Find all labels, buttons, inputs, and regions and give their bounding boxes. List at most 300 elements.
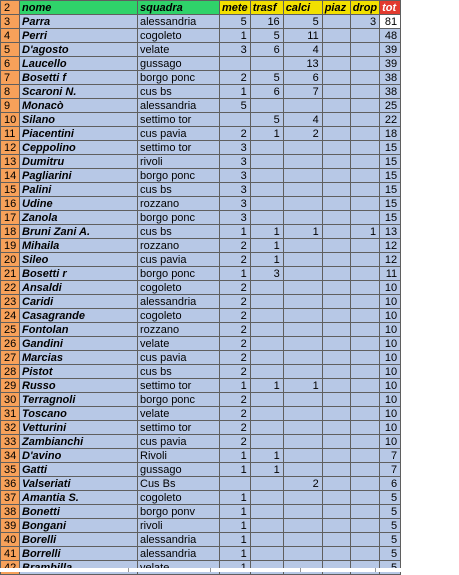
- cell-tot[interactable]: 12: [380, 253, 401, 267]
- row-number[interactable]: 28: [1, 365, 20, 379]
- cell-tot[interactable]: 38: [380, 85, 401, 99]
- row-number[interactable]: 26: [1, 337, 20, 351]
- cell-squadra[interactable]: cus pavia: [138, 351, 220, 365]
- cell-mete[interactable]: 2: [220, 351, 251, 365]
- cell-nome[interactable]: Bosetti f: [20, 71, 138, 85]
- cell-drop[interactable]: [350, 449, 379, 463]
- row-number[interactable]: 31: [1, 407, 20, 421]
- cell-tot[interactable]: 11: [380, 267, 401, 281]
- row-number[interactable]: 12: [1, 141, 20, 155]
- cell-nome[interactable]: Silano: [20, 113, 138, 127]
- cell-tot[interactable]: 15: [380, 141, 401, 155]
- cell-nome[interactable]: Parra: [20, 15, 138, 29]
- cell-trasf[interactable]: [250, 421, 283, 435]
- cell-mete[interactable]: 2: [220, 393, 251, 407]
- cell-nome[interactable]: Valseriati: [20, 477, 138, 491]
- cell-trasf[interactable]: [250, 393, 283, 407]
- cell-piaz[interactable]: [322, 407, 350, 421]
- cell-calci[interactable]: [283, 491, 322, 505]
- cell-piaz[interactable]: [322, 239, 350, 253]
- cell-squadra[interactable]: alessandria: [138, 99, 220, 113]
- cell-calci[interactable]: [283, 239, 322, 253]
- cell-piaz[interactable]: [322, 141, 350, 155]
- cell-squadra[interactable]: gussago: [138, 57, 220, 71]
- cell-trasf[interactable]: 5: [250, 113, 283, 127]
- cell-calci[interactable]: 4: [283, 113, 322, 127]
- cell-drop[interactable]: [350, 183, 379, 197]
- cell-tot[interactable]: 5: [380, 547, 401, 561]
- cell-nome[interactable]: Casagrande: [20, 309, 138, 323]
- cell-mete[interactable]: 2: [220, 421, 251, 435]
- cell-drop[interactable]: [350, 519, 379, 533]
- cell-squadra[interactable]: alessandria: [138, 533, 220, 547]
- cell-tot[interactable]: 39: [380, 43, 401, 57]
- cell-piaz[interactable]: [322, 477, 350, 491]
- header-nome[interactable]: nome: [20, 1, 138, 15]
- cell-calci[interactable]: 11: [283, 29, 322, 43]
- cell-drop[interactable]: 3: [350, 15, 379, 29]
- cell-piaz[interactable]: [322, 29, 350, 43]
- row-number[interactable]: 10: [1, 113, 20, 127]
- cell-piaz[interactable]: [322, 155, 350, 169]
- cell-trasf[interactable]: 1: [250, 463, 283, 477]
- cell-calci[interactable]: [283, 463, 322, 477]
- cell-trasf[interactable]: [250, 477, 283, 491]
- cell-trasf[interactable]: 1: [250, 379, 283, 393]
- cell-nome[interactable]: Gandini: [20, 337, 138, 351]
- cell-tot[interactable]: 22: [380, 113, 401, 127]
- cell-nome[interactable]: Laucello: [20, 57, 138, 71]
- cell-drop[interactable]: [350, 309, 379, 323]
- cell-drop[interactable]: [350, 407, 379, 421]
- cell-mete[interactable]: 2: [220, 295, 251, 309]
- cell-piaz[interactable]: [322, 547, 350, 561]
- cell-squadra[interactable]: borgo ponc: [138, 267, 220, 281]
- cell-drop[interactable]: [350, 127, 379, 141]
- cell-squadra[interactable]: cus pavia: [138, 253, 220, 267]
- cell-calci[interactable]: [283, 253, 322, 267]
- cell-drop[interactable]: [350, 379, 379, 393]
- cell-piaz[interactable]: [322, 281, 350, 295]
- cell-tot[interactable]: 10: [380, 435, 401, 449]
- cell-squadra[interactable]: borgo ponc: [138, 169, 220, 183]
- cell-calci[interactable]: 5: [283, 15, 322, 29]
- cell-drop[interactable]: [350, 393, 379, 407]
- cell-squadra[interactable]: rozzano: [138, 239, 220, 253]
- cell-mete[interactable]: 2: [220, 337, 251, 351]
- cell-drop[interactable]: [350, 295, 379, 309]
- cell-trasf[interactable]: [250, 533, 283, 547]
- row-number[interactable]: 2: [1, 1, 20, 15]
- row-number[interactable]: 15: [1, 183, 20, 197]
- cell-calci[interactable]: 6: [283, 71, 322, 85]
- cell-drop[interactable]: [350, 323, 379, 337]
- cell-squadra[interactable]: borgo ponc: [138, 71, 220, 85]
- row-number[interactable]: 11: [1, 127, 20, 141]
- cell-calci[interactable]: [283, 505, 322, 519]
- cell-drop[interactable]: [350, 491, 379, 505]
- cell-nome[interactable]: Perri: [20, 29, 138, 43]
- cell-piaz[interactable]: [322, 449, 350, 463]
- cell-mete[interactable]: 1: [220, 225, 251, 239]
- cell-nome[interactable]: Ceppolino: [20, 141, 138, 155]
- row-number[interactable]: 17: [1, 211, 20, 225]
- cell-piaz[interactable]: [322, 435, 350, 449]
- row-number[interactable]: 33: [1, 435, 20, 449]
- cell-trasf[interactable]: [250, 183, 283, 197]
- cell-tot[interactable]: 10: [380, 281, 401, 295]
- cell-tot[interactable]: 15: [380, 155, 401, 169]
- cell-squadra[interactable]: borgo ponc: [138, 393, 220, 407]
- cell-piaz[interactable]: [322, 57, 350, 71]
- cell-mete[interactable]: 2: [220, 239, 251, 253]
- cell-mete[interactable]: 1: [220, 29, 251, 43]
- cell-drop[interactable]: [350, 29, 379, 43]
- cell-piaz[interactable]: [322, 169, 350, 183]
- row-number[interactable]: 7: [1, 71, 20, 85]
- cell-mete[interactable]: 2: [220, 281, 251, 295]
- cell-nome[interactable]: Zambianchi: [20, 435, 138, 449]
- row-number[interactable]: 41: [1, 547, 20, 561]
- cell-calci[interactable]: 2: [283, 127, 322, 141]
- cell-drop[interactable]: [350, 239, 379, 253]
- row-number[interactable]: 5: [1, 43, 20, 57]
- cell-nome[interactable]: Russo: [20, 379, 138, 393]
- cell-tot[interactable]: 10: [380, 393, 401, 407]
- cell-tot[interactable]: 15: [380, 211, 401, 225]
- cell-trasf[interactable]: 5: [250, 71, 283, 85]
- cell-squadra[interactable]: cogoleto: [138, 29, 220, 43]
- cell-calci[interactable]: [283, 407, 322, 421]
- row-number[interactable]: 39: [1, 519, 20, 533]
- cell-calci[interactable]: [283, 323, 322, 337]
- cell-drop[interactable]: 1: [350, 225, 379, 239]
- cell-piaz[interactable]: [322, 113, 350, 127]
- cell-squadra[interactable]: settimo tor: [138, 113, 220, 127]
- cell-nome[interactable]: Pistot: [20, 365, 138, 379]
- cell-nome[interactable]: Amantia S.: [20, 491, 138, 505]
- cell-squadra[interactable]: settimo tor: [138, 379, 220, 393]
- cell-calci[interactable]: [283, 547, 322, 561]
- cell-squadra[interactable]: cogoleto: [138, 281, 220, 295]
- row-number[interactable]: 3: [1, 15, 20, 29]
- cell-nome[interactable]: Monacò: [20, 99, 138, 113]
- cell-tot[interactable]: 10: [380, 351, 401, 365]
- cell-piaz[interactable]: [322, 463, 350, 477]
- row-number[interactable]: 27: [1, 351, 20, 365]
- cell-trasf[interactable]: [250, 309, 283, 323]
- cell-mete[interactable]: 1: [220, 491, 251, 505]
- cell-piaz[interactable]: [322, 211, 350, 225]
- cell-calci[interactable]: [283, 155, 322, 169]
- cell-mete[interactable]: 3: [220, 183, 251, 197]
- cell-drop[interactable]: [350, 463, 379, 477]
- cell-mete[interactable]: 2: [220, 309, 251, 323]
- cell-drop[interactable]: [350, 337, 379, 351]
- row-number[interactable]: 40: [1, 533, 20, 547]
- cell-trasf[interactable]: [250, 365, 283, 379]
- cell-tot[interactable]: 5: [380, 533, 401, 547]
- cell-calci[interactable]: [283, 309, 322, 323]
- cell-trasf[interactable]: 1: [250, 127, 283, 141]
- cell-squadra[interactable]: alessandria: [138, 295, 220, 309]
- cell-tot[interactable]: 18: [380, 127, 401, 141]
- cell-trasf[interactable]: [250, 505, 283, 519]
- cell-calci[interactable]: [283, 211, 322, 225]
- cell-mete[interactable]: [220, 477, 251, 491]
- cell-piaz[interactable]: [322, 421, 350, 435]
- cell-tot[interactable]: 15: [380, 197, 401, 211]
- cell-nome[interactable]: Bonetti: [20, 505, 138, 519]
- row-number[interactable]: 4: [1, 29, 20, 43]
- cell-squadra[interactable]: cogoleto: [138, 309, 220, 323]
- cell-squadra[interactable]: alessandria: [138, 547, 220, 561]
- header-drop[interactable]: drop: [350, 1, 379, 15]
- cell-mete[interactable]: 2: [220, 435, 251, 449]
- cell-trasf[interactable]: [250, 169, 283, 183]
- cell-squadra[interactable]: rivoli: [138, 155, 220, 169]
- cell-squadra[interactable]: cus pavia: [138, 435, 220, 449]
- cell-nome[interactable]: D'agosto: [20, 43, 138, 57]
- cell-mete[interactable]: 1: [220, 267, 251, 281]
- row-number[interactable]: 13: [1, 155, 20, 169]
- cell-trasf[interactable]: [250, 435, 283, 449]
- cell-piaz[interactable]: [322, 337, 350, 351]
- cell-piaz[interactable]: [322, 309, 350, 323]
- cell-squadra[interactable]: Rivoli: [138, 449, 220, 463]
- row-number[interactable]: 25: [1, 323, 20, 337]
- cell-squadra[interactable]: cus pavia: [138, 127, 220, 141]
- cell-trasf[interactable]: [250, 491, 283, 505]
- row-number[interactable]: 29: [1, 379, 20, 393]
- cell-tot[interactable]: 5: [380, 505, 401, 519]
- cell-nome[interactable]: Bosetti r: [20, 267, 138, 281]
- cell-mete[interactable]: 3: [220, 155, 251, 169]
- cell-drop[interactable]: [350, 505, 379, 519]
- cell-tot[interactable]: 10: [380, 295, 401, 309]
- cell-tot[interactable]: 10: [380, 365, 401, 379]
- cell-piaz[interactable]: [322, 183, 350, 197]
- cell-squadra[interactable]: cus bs: [138, 225, 220, 239]
- cell-calci[interactable]: [283, 449, 322, 463]
- cell-mete[interactable]: 1: [220, 505, 251, 519]
- cell-nome[interactable]: Toscano: [20, 407, 138, 421]
- cell-calci[interactable]: [283, 183, 322, 197]
- cell-drop[interactable]: [350, 113, 379, 127]
- row-number[interactable]: 6: [1, 57, 20, 71]
- cell-calci[interactable]: [283, 267, 322, 281]
- cell-mete[interactable]: 1: [220, 85, 251, 99]
- cell-squadra[interactable]: alessandria: [138, 15, 220, 29]
- cell-drop[interactable]: [350, 99, 379, 113]
- header-tot[interactable]: tot: [380, 1, 401, 15]
- cell-tot[interactable]: 10: [380, 309, 401, 323]
- cell-tot[interactable]: 13: [380, 225, 401, 239]
- cell-calci[interactable]: [283, 393, 322, 407]
- row-number[interactable]: 20: [1, 253, 20, 267]
- row-number[interactable]: 14: [1, 169, 20, 183]
- cell-squadra[interactable]: rivoli: [138, 519, 220, 533]
- cell-squadra[interactable]: rozzano: [138, 323, 220, 337]
- header-squadra[interactable]: squadra: [138, 1, 220, 15]
- cell-trasf[interactable]: 1: [250, 253, 283, 267]
- cell-calci[interactable]: 2: [283, 477, 322, 491]
- cell-mete[interactable]: 2: [220, 323, 251, 337]
- cell-tot[interactable]: 81: [380, 15, 401, 29]
- cell-piaz[interactable]: [322, 225, 350, 239]
- cell-squadra[interactable]: velate: [138, 43, 220, 57]
- cell-trasf[interactable]: [250, 281, 283, 295]
- cell-mete[interactable]: 1: [220, 533, 251, 547]
- row-number[interactable]: 24: [1, 309, 20, 323]
- cell-mete[interactable]: 2: [220, 71, 251, 85]
- cell-drop[interactable]: [350, 253, 379, 267]
- cell-trasf[interactable]: [250, 407, 283, 421]
- cell-drop[interactable]: [350, 267, 379, 281]
- cell-mete[interactable]: 1: [220, 547, 251, 561]
- row-number[interactable]: 9: [1, 99, 20, 113]
- cell-piaz[interactable]: [322, 533, 350, 547]
- cell-piaz[interactable]: [322, 99, 350, 113]
- cell-squadra[interactable]: cus bs: [138, 365, 220, 379]
- cell-drop[interactable]: [350, 155, 379, 169]
- cell-drop[interactable]: [350, 57, 379, 71]
- cell-nome[interactable]: Sileo: [20, 253, 138, 267]
- cell-mete[interactable]: 3: [220, 211, 251, 225]
- cell-mete[interactable]: 2: [220, 407, 251, 421]
- cell-tot[interactable]: 15: [380, 183, 401, 197]
- cell-tot[interactable]: 38: [380, 71, 401, 85]
- cell-squadra[interactable]: borgo ponc: [138, 211, 220, 225]
- cell-calci[interactable]: [283, 99, 322, 113]
- cell-trasf[interactable]: [250, 155, 283, 169]
- cell-piaz[interactable]: [322, 85, 350, 99]
- cell-squadra[interactable]: cus bs: [138, 85, 220, 99]
- cell-trasf[interactable]: 6: [250, 85, 283, 99]
- cell-piaz[interactable]: [322, 197, 350, 211]
- cell-squadra[interactable]: cogoleto: [138, 491, 220, 505]
- cell-drop[interactable]: [350, 71, 379, 85]
- row-number[interactable]: 37: [1, 491, 20, 505]
- cell-tot[interactable]: 7: [380, 449, 401, 463]
- cell-tot[interactable]: 48: [380, 29, 401, 43]
- cell-piaz[interactable]: [322, 519, 350, 533]
- row-number[interactable]: 38: [1, 505, 20, 519]
- cell-trasf[interactable]: [250, 57, 283, 71]
- cell-calci[interactable]: 1: [283, 379, 322, 393]
- cell-trasf[interactable]: [250, 547, 283, 561]
- cell-calci[interactable]: 7: [283, 85, 322, 99]
- header-mete[interactable]: mete: [220, 1, 251, 15]
- cell-mete[interactable]: 1: [220, 519, 251, 533]
- cell-drop[interactable]: [350, 421, 379, 435]
- cell-squadra[interactable]: velate: [138, 407, 220, 421]
- cell-tot[interactable]: 12: [380, 239, 401, 253]
- row-number[interactable]: 35: [1, 463, 20, 477]
- cell-drop[interactable]: [350, 435, 379, 449]
- cell-mete[interactable]: 3: [220, 169, 251, 183]
- header-trasf[interactable]: trasf: [250, 1, 283, 15]
- cell-nome[interactable]: Palini: [20, 183, 138, 197]
- cell-piaz[interactable]: [322, 505, 350, 519]
- cell-tot[interactable]: 5: [380, 491, 401, 505]
- cell-squadra[interactable]: gussago: [138, 463, 220, 477]
- cell-nome[interactable]: Borelli: [20, 533, 138, 547]
- row-number[interactable]: 8: [1, 85, 20, 99]
- cell-piaz[interactable]: [322, 15, 350, 29]
- row-number[interactable]: 21: [1, 267, 20, 281]
- cell-mete[interactable]: 2: [220, 365, 251, 379]
- cell-mete[interactable]: 3: [220, 43, 251, 57]
- cell-tot[interactable]: 10: [380, 407, 401, 421]
- cell-drop[interactable]: [350, 197, 379, 211]
- cell-mete[interactable]: 2: [220, 127, 251, 141]
- cell-piaz[interactable]: [322, 43, 350, 57]
- row-number[interactable]: 36: [1, 477, 20, 491]
- cell-calci[interactable]: [283, 533, 322, 547]
- cell-tot[interactable]: 10: [380, 337, 401, 351]
- cell-trasf[interactable]: [250, 295, 283, 309]
- cell-nome[interactable]: Bruni Zani A.: [20, 225, 138, 239]
- cell-calci[interactable]: [283, 197, 322, 211]
- cell-nome[interactable]: Marcias: [20, 351, 138, 365]
- cell-calci[interactable]: [283, 337, 322, 351]
- cell-tot[interactable]: 5: [380, 519, 401, 533]
- row-number[interactable]: 19: [1, 239, 20, 253]
- cell-mete[interactable]: 5: [220, 99, 251, 113]
- row-number[interactable]: 30: [1, 393, 20, 407]
- cell-piaz[interactable]: [322, 393, 350, 407]
- cell-piaz[interactable]: [322, 323, 350, 337]
- cell-drop[interactable]: [350, 211, 379, 225]
- cell-piaz[interactable]: [322, 127, 350, 141]
- cell-drop[interactable]: [350, 281, 379, 295]
- cell-tot[interactable]: 25: [380, 99, 401, 113]
- cell-squadra[interactable]: Cus Bs: [138, 477, 220, 491]
- cell-drop[interactable]: [350, 547, 379, 561]
- cell-calci[interactable]: [283, 281, 322, 295]
- cell-drop[interactable]: [350, 477, 379, 491]
- cell-mete[interactable]: 3: [220, 141, 251, 155]
- cell-calci[interactable]: [283, 295, 322, 309]
- cell-calci[interactable]: [283, 351, 322, 365]
- cell-trasf[interactable]: 5: [250, 29, 283, 43]
- cell-drop[interactable]: [350, 365, 379, 379]
- cell-squadra[interactable]: velate: [138, 337, 220, 351]
- cell-tot[interactable]: 15: [380, 169, 401, 183]
- cell-calci[interactable]: [283, 365, 322, 379]
- cell-drop[interactable]: [350, 533, 379, 547]
- cell-calci[interactable]: [283, 519, 322, 533]
- cell-calci[interactable]: [283, 421, 322, 435]
- cell-mete[interactable]: [220, 113, 251, 127]
- cell-calci[interactable]: 4: [283, 43, 322, 57]
- cell-piaz[interactable]: [322, 351, 350, 365]
- cell-nome[interactable]: Mihaila: [20, 239, 138, 253]
- cell-nome[interactable]: Zanola: [20, 211, 138, 225]
- cell-calci[interactable]: 13: [283, 57, 322, 71]
- cell-tot[interactable]: 7: [380, 463, 401, 477]
- row-number[interactable]: 18: [1, 225, 20, 239]
- cell-mete[interactable]: 1: [220, 449, 251, 463]
- row-number[interactable]: 32: [1, 421, 20, 435]
- cell-piaz[interactable]: [322, 71, 350, 85]
- cell-trasf[interactable]: [250, 211, 283, 225]
- cell-piaz[interactable]: [322, 365, 350, 379]
- cell-nome[interactable]: Borrelli: [20, 547, 138, 561]
- cell-piaz[interactable]: [322, 379, 350, 393]
- row-number[interactable]: 22: [1, 281, 20, 295]
